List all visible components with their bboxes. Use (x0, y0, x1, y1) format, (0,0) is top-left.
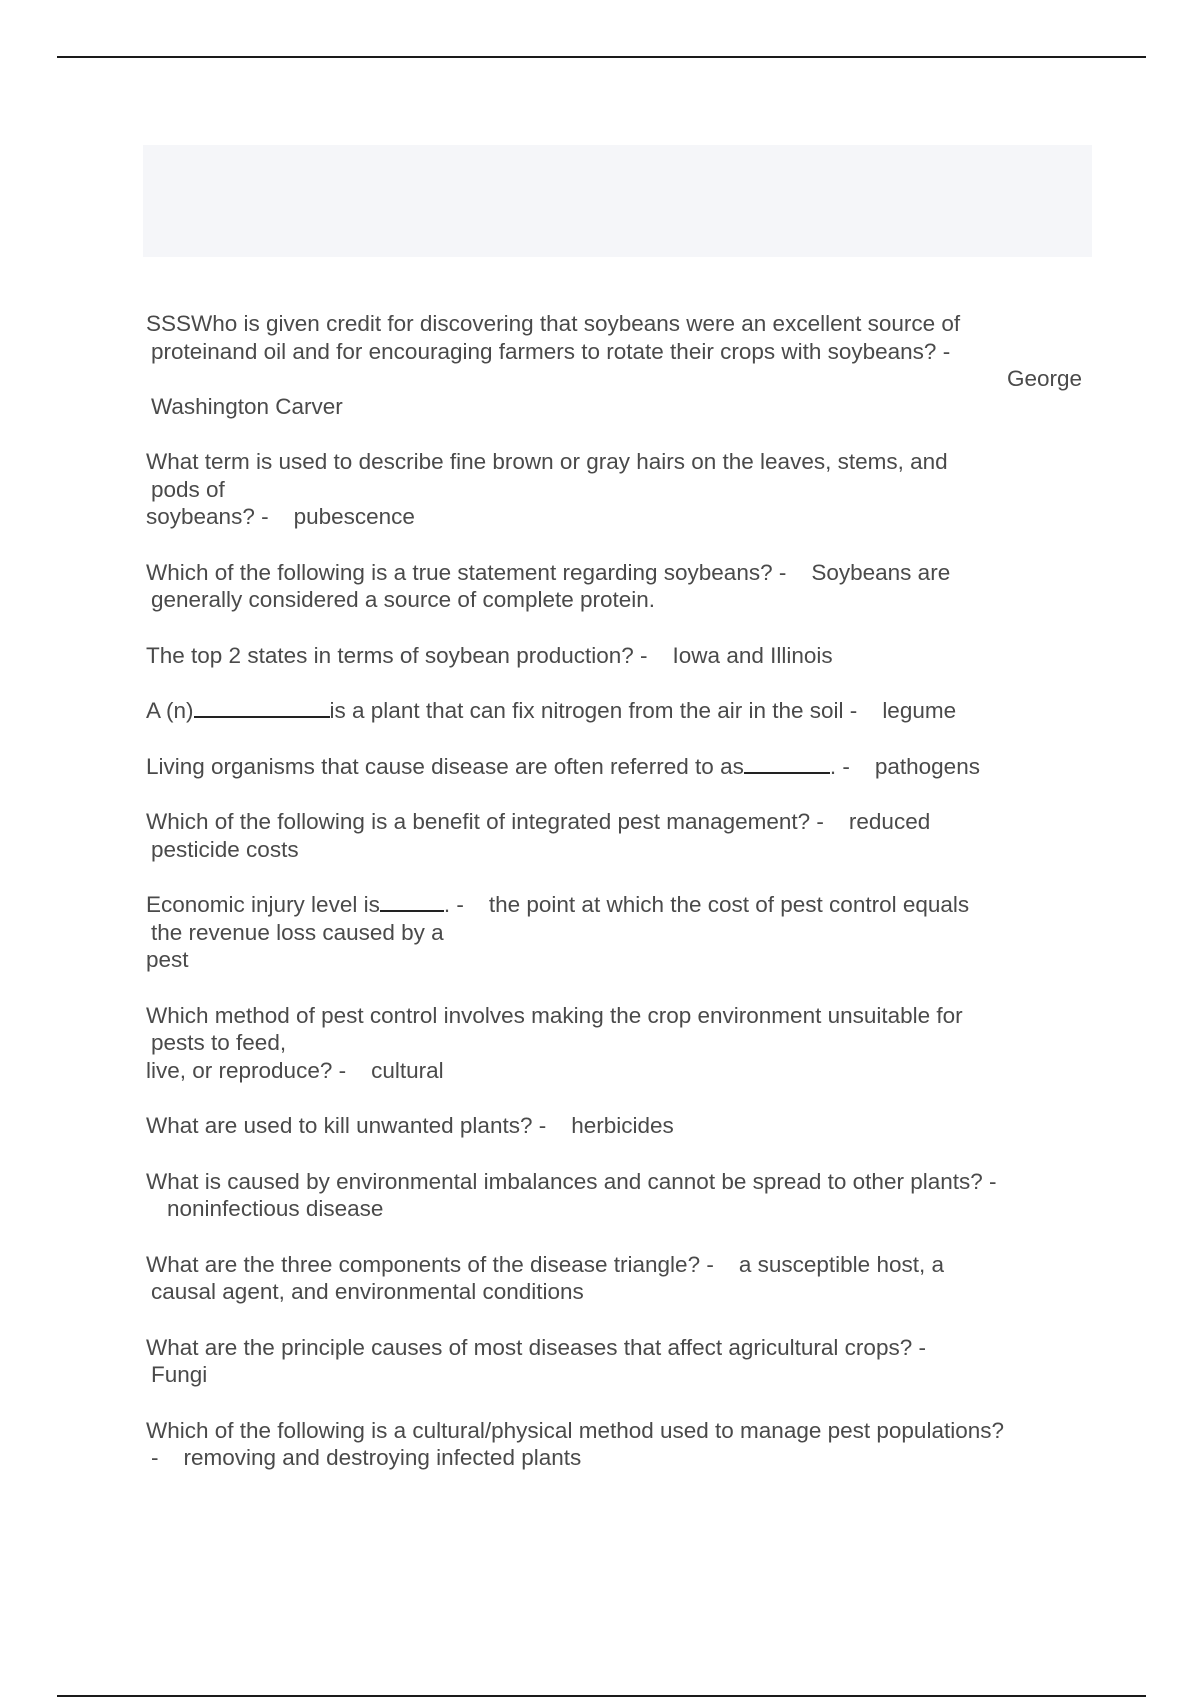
question-answer-line (146, 808, 1096, 836)
footer-rule (57, 1695, 1146, 1697)
question-answer-line (146, 753, 1096, 781)
qa-item (146, 891, 1096, 974)
header-rule (57, 56, 1146, 58)
answer-text: pubescence (293, 504, 415, 529)
question-text: Which of the following is a true statement regarding soybeans? - (146, 559, 787, 585)
answer-line: pest (146, 947, 189, 972)
question-line: What are the principle causes of most diseases that affect agricultural crops? - (146, 1334, 926, 1360)
answer-text: legume (882, 698, 957, 723)
question-text-end: . - (829, 753, 850, 779)
question-text: soybeans? - (146, 504, 269, 529)
fill-in-blank (744, 754, 830, 774)
answer-text: cultural (371, 1057, 444, 1083)
question-text-start: Living organisms that cause disease are often referred to as (146, 753, 744, 779)
question-text-start: Economic injury level is (146, 892, 380, 917)
answer-line: generally considered a source of complete protein. (151, 587, 656, 612)
question-answer-line (146, 1251, 1096, 1279)
qa-item (146, 1112, 1096, 1140)
document-body (146, 310, 1096, 1500)
answer-separator: - (151, 1445, 159, 1470)
answer-text: herbicides (571, 1113, 674, 1138)
qa-item (146, 1417, 1096, 1472)
question-answer-line (146, 559, 1096, 587)
question-text: What are used to kill unwanted plants? - (146, 1113, 547, 1138)
question-line: pods of (151, 476, 225, 502)
answer-text: pathogens (874, 753, 980, 779)
answer-text: Iowa and Illinois (672, 642, 833, 668)
qa-item (146, 310, 1096, 420)
qa-item (146, 559, 1096, 614)
question-answer-line (146, 503, 1096, 531)
fill-in-blank (194, 698, 330, 718)
question-answer-line (146, 1057, 1096, 1085)
qa-item (146, 808, 1096, 863)
answer-line: causal agent, and environmental conditions (151, 1279, 584, 1304)
question-line: What term is used to describe fine brown or gray hairs on the leaves, stems, and (146, 449, 948, 474)
qa-item (146, 697, 1096, 725)
title-placeholder-box (143, 145, 1092, 257)
question-text-start: A (n) (146, 698, 194, 723)
qa-item (146, 1334, 1096, 1389)
question-text: The top 2 states in terms of soybean production? - (146, 642, 648, 668)
answer-line: noninfectious disease (167, 1196, 384, 1221)
answer-line: pesticide costs (151, 836, 299, 862)
question-text: Which of the following is a benefit of integrated pest management? - (146, 809, 824, 834)
question-answer-line (146, 891, 1096, 919)
answer-text: removing and destroying infected plants (183, 1445, 582, 1470)
answer-text: a susceptible host, a (738, 1251, 944, 1277)
answer-line: the revenue loss caused by a (151, 919, 444, 945)
question-line: Which of the following is a cultural/physical method used to manage pest populations? (146, 1417, 1004, 1443)
question-text: What are the three components of the disease triangle? - (146, 1251, 714, 1277)
question-answer-line (146, 697, 1096, 725)
answer-line: George (1006, 366, 1082, 391)
question-answer-line (146, 1112, 1096, 1140)
question-answer-line (146, 1444, 1096, 1472)
qa-item (146, 1002, 1096, 1085)
qa-item (146, 753, 1096, 781)
question-line: Which method of pest control involves making the crop environment unsuitable for (146, 1002, 963, 1028)
qa-item (146, 448, 1096, 531)
answer-line: Washington Carver (151, 393, 343, 419)
answer-text: reduced (848, 809, 931, 834)
qa-item (146, 1168, 1096, 1223)
fill-in-blank (380, 892, 444, 912)
answer-line: Fungi (151, 1362, 208, 1387)
answer-text: the point at which the cost of pest control equals (488, 892, 970, 917)
qa-item (146, 1251, 1096, 1306)
question-text: live, or reproduce? - (146, 1057, 347, 1083)
qa-item (146, 642, 1096, 670)
question-line: What is caused by environmental imbalances and cannot be spread to other plants? - (146, 1168, 997, 1194)
question-answer-line (146, 642, 1096, 670)
question-line: SSSWho is given credit for discovering that soybeans were an excellent source of (146, 311, 961, 336)
question-text-end: . - (443, 892, 464, 917)
question-text-end: is a plant that can fix nitrogen from the air in the soil - (329, 698, 858, 723)
answer-text: Soybeans are (811, 559, 951, 585)
question-line: proteinand oil and for encouraging farmers to rotate their crops with soybeans? - (151, 338, 951, 364)
question-line: pests to feed, (151, 1030, 287, 1055)
